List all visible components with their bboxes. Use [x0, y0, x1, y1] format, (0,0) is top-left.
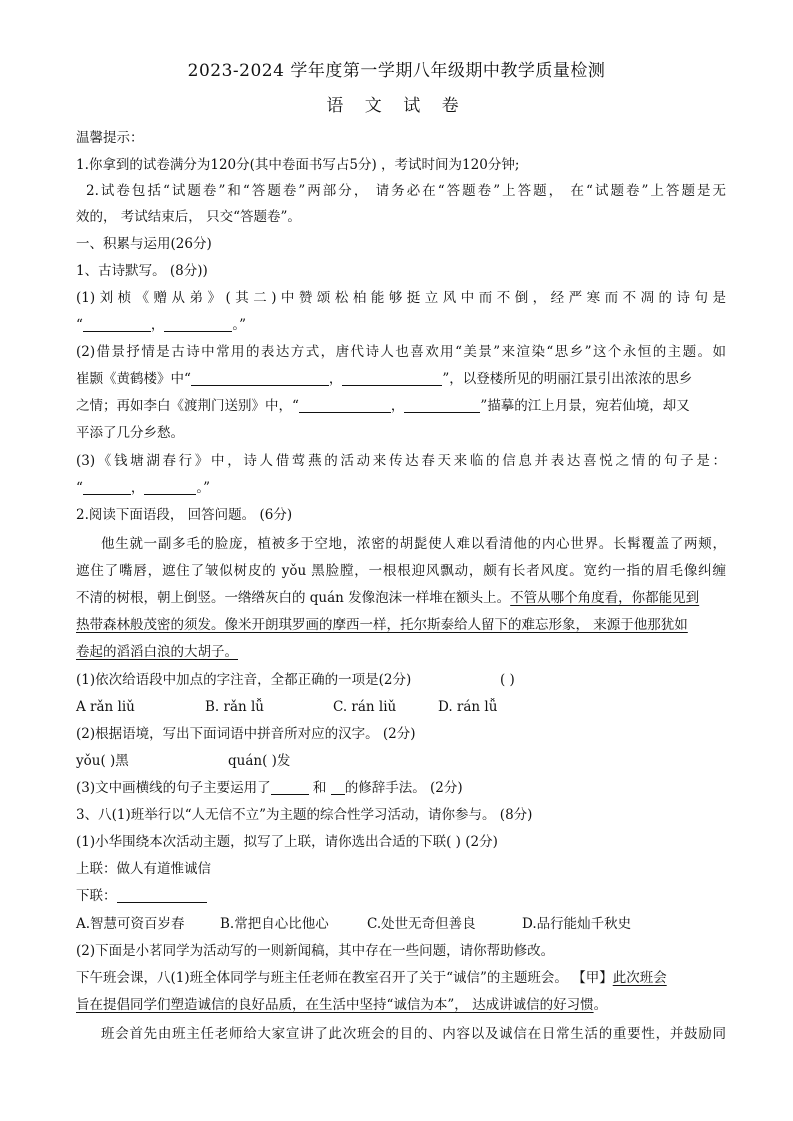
answer-blank[interactable] [164, 317, 232, 332]
q1-p2-line1: (2)借景抒情是古诗中常用的表达方式，唐代诗人也喜欢用“美景”来渲染“思乡”这个永恒的主题。如 [76, 344, 726, 360]
q1-heading: 1、古诗默写。 (8分)) [76, 263, 208, 279]
passage-text: 不清的树根，朝上倒竖。一绺绺灰白的 quán 发像泡沫一样堆在额头上。 [76, 590, 511, 606]
q2-passage-line1: 他生就一副多毛的脸庞，植被多于空地，浓密的胡髭使人难以看清他的内心世界。长髯覆盖了两颊， [101, 536, 726, 552]
close-quote: 。” [196, 480, 211, 496]
q2-option-c: C. rán liǔ [333, 699, 397, 715]
q3-upper-couplet: 上联：做人有道惟诚信 [76, 861, 211, 877]
q2-sub1: (1)依次给语段中加点的字注音，全都正确的一项是(2分) [76, 672, 412, 688]
tips-item-1: 1.你拿到的试卷满分为120分(其中卷面书写占5分) ，考试时间为120分钟; [76, 157, 520, 173]
q2-word-quan: quán( )发 [228, 753, 291, 769]
tips-item-2a: 2.试卷包括“试题卷”和“答题卷”两部分， 请务必在“答题卷”上答题， 在“试题卷”上答题是无 [86, 183, 726, 199]
q1-p2-line2 [76, 369, 726, 389]
q3-option-a: A.智慧可资百岁春 [76, 916, 185, 932]
q1-p3-line1: (3)《钱塘湖春行》中，诗人借莺燕的活动来传达春天来临的信息并表达喜悦之情的句子是： [76, 453, 726, 469]
comma: ， [150, 317, 165, 333]
answer-blank[interactable] [117, 888, 207, 903]
text: 之情；再如李白《渡荆门送别》中，“ [76, 398, 299, 414]
q2-sub2: (2)根据语境，写出下面词语中拼音所对应的汉字。 (2分) [76, 726, 416, 742]
text: 的修辞手法。 (2分) [344, 780, 463, 796]
section1-heading: 一、积累与运用(26分) [76, 236, 212, 252]
q1-p1-line1: (1)刘桢《赠从弟》(其二)中赞颂松柏能够挺立风中而不倒，经严寒而不凋的诗句是 [76, 290, 726, 306]
text: 下联： [76, 888, 117, 904]
q2-heading: 2.阅读下面语段， 回答问题。 (6分) [76, 507, 293, 523]
q3-heading: 3、八(1)班举行以“人无信不立”为主题的综合性学习活动，请你参与。 (8分) [76, 807, 533, 823]
q2-passage-line2: 遮住了嘴唇，遮住了皱似树皮的 yǒu 黑脸膛，一根根迎风飘动，颇有长者风度。宽约一指的眉毛像纠缠 [76, 563, 726, 579]
q2-passage-line5: 卷起的滔滔白浪的大胡子。 [76, 644, 238, 660]
q3-option-c: C.处世无奇但善良 [367, 916, 476, 932]
answer-blank[interactable] [83, 317, 151, 332]
answer-blank[interactable] [144, 480, 196, 495]
answer-blank[interactable] [331, 780, 345, 795]
q1-p2-line3 [76, 396, 726, 416]
text: ”描摹的江上月景，宛若仙境，却又 [480, 398, 690, 414]
comma: ， [390, 398, 405, 414]
q2-option-b: B. rǎn lǚ [205, 699, 265, 715]
q3-news-line1 [76, 968, 726, 988]
q1-p2-line4: 平添了几分乡愁。 [76, 425, 184, 441]
q3-news-line2 [76, 995, 726, 1015]
underlined-sentence: 旨在提倡同学们塑造诚信的良好品质，在生活中坚持“诚信为本”， 达成讲诚信的好习惯 [76, 997, 594, 1013]
q3-news-line3: 班会首先由班主任老师给大家宣讲了此次班会的目的、内容以及诚信在日常生活的重要性，并鼓励同 [101, 1026, 726, 1042]
q3-sub1: (1)小华围绕本次活动主题，拟写了上联，请你选出合适的下联( ) (2分) [76, 834, 498, 850]
q2-option-a: A rǎn liǔ [76, 699, 135, 715]
underlined-sentence: 此次班会 [612, 970, 667, 986]
period: 。 [593, 997, 608, 1013]
open-quote: “ [76, 480, 83, 496]
answer-blank[interactable] [342, 371, 442, 386]
text: (3)文中画横线的句子主要运用了 [76, 780, 271, 796]
answer-blank[interactable] [404, 398, 480, 413]
news-text: 下午班会课，八(1)班全体同学与班主任老师在教室召开了关于“诚信”的主题班会。 【甲】 [76, 970, 613, 986]
q2-word-you: yǒu( )黑 [76, 753, 129, 769]
q2-option-d: D. rán lǚ [438, 699, 498, 715]
answer-blank[interactable] [191, 371, 329, 386]
answer-blank[interactable] [271, 780, 309, 795]
open-quote: “ [76, 317, 83, 333]
q3-option-d: D.品行能灿千秋史 [522, 916, 632, 932]
exam-title: 2023-2024 学年度第一学期八年级期中教学质量检测 [187, 61, 606, 81]
q2-passage-line4: 热带森林般茂密的须发。像米开朗琪罗画的摩西一样，托尔斯泰给人留下的难忘形象， 来源于他那犹如 [76, 617, 688, 633]
exam-subtitle: 语 文 试 卷 [326, 96, 467, 116]
q1-p1-line2 [76, 315, 726, 335]
q3-lower-couplet [76, 886, 726, 906]
underlined-sentence: 不管从哪个角度看，你都能见到 [510, 590, 700, 606]
answer-blank[interactable] [299, 398, 391, 413]
q2-sub3 [76, 778, 726, 798]
q2-passage-line3 [76, 588, 726, 608]
text: 崔颢《黄鹤楼》中“ [76, 371, 191, 387]
comma: ， [328, 371, 343, 387]
q3-sub2: (2)下面是小茗同学为活动写的一则新闻稿，其中存在一些问题，请你帮助修改。 [76, 943, 555, 959]
text: ”，以登楼所见的明丽江景引出浓浓的思乡 [442, 371, 693, 387]
q3-option-b: B.常把自心比他心 [220, 916, 329, 932]
tips-item-2b: 效的， 考试结束后， 只交“答题卷”。 [76, 209, 301, 225]
text: 和 [308, 780, 331, 796]
answer-blank[interactable] [83, 480, 131, 495]
q2-sub1-paren: ( ) [500, 672, 515, 688]
tips-heading: 温馨提示： [76, 130, 144, 146]
q1-p3-line2 [76, 478, 726, 498]
comma: ， [130, 480, 145, 496]
close-quote: 。” [232, 317, 247, 333]
